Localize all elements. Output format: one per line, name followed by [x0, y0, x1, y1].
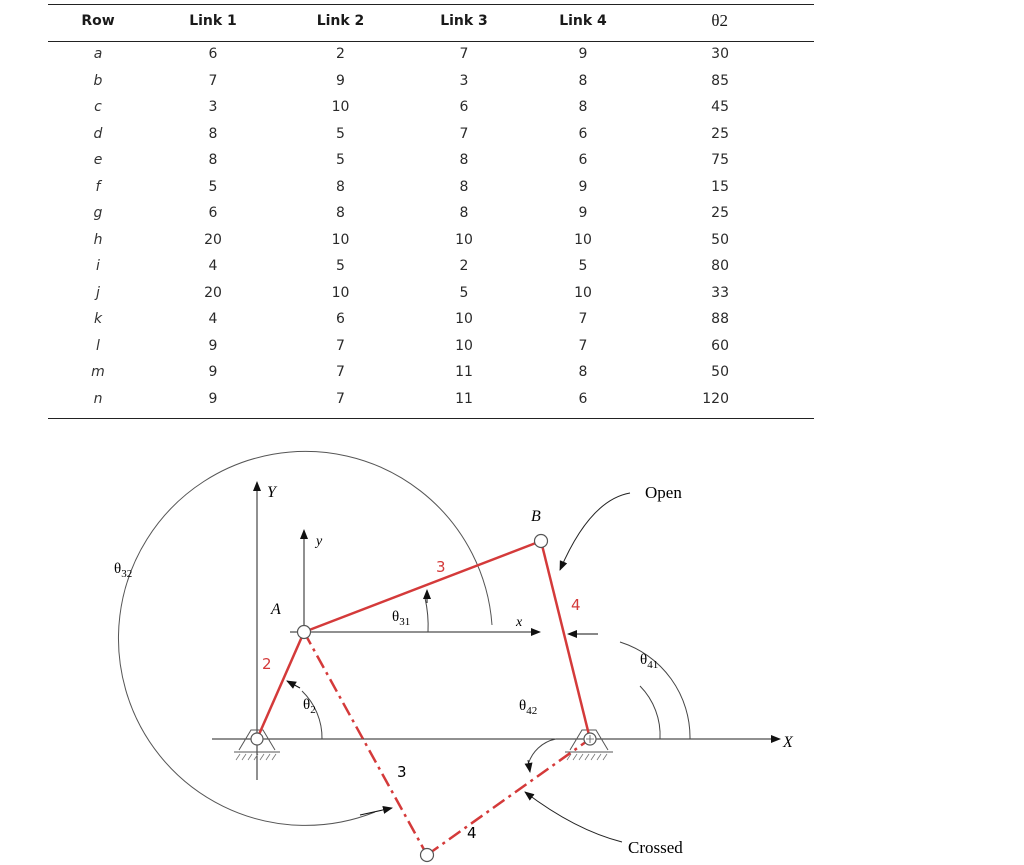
row-label-cell: f	[95, 178, 101, 195]
row-label-cell: k	[93, 311, 103, 328]
theta32-label: $\theta_{32}$	[114, 561, 133, 580]
theta2-cell: 15	[711, 178, 729, 195]
header-theta2: θ2	[711, 10, 728, 30]
link1-cell: 3	[208, 99, 218, 116]
link2-cell: 7	[336, 390, 345, 407]
table-row	[48, 147, 814, 174]
open-leader	[560, 493, 630, 570]
link2-label: 2	[262, 655, 272, 673]
crossed-leader	[525, 792, 622, 842]
link3-crossed-label: 3	[397, 763, 407, 781]
link1-cell: 8	[208, 152, 218, 169]
table-row	[48, 333, 814, 360]
header-link-3: Link 3	[440, 12, 488, 29]
joint-b-crossed	[421, 849, 434, 862]
theta2-cell: 120	[702, 390, 729, 407]
link1-cell: 8	[208, 125, 218, 142]
theta2-cell: 45	[711, 99, 729, 116]
point-a-label: A	[271, 601, 281, 618]
link4-cell: 6	[578, 152, 588, 169]
link3-cell: 10	[455, 231, 473, 248]
theta2-cell: 25	[711, 205, 729, 222]
link3-cell: 7	[459, 46, 469, 63]
link2-cell: 10	[331, 99, 350, 116]
link-4-open	[541, 541, 590, 739]
link3-cell: 3	[459, 72, 469, 89]
header-link-2: Link 2	[316, 12, 365, 29]
row-label-cell: l	[96, 337, 100, 354]
theta2-cell: 80	[711, 258, 729, 275]
fourbar-linkage-diagram	[0, 420, 1024, 865]
joint-b-open	[535, 535, 548, 548]
table-row	[48, 253, 814, 280]
theta2-cell: 50	[711, 231, 729, 248]
link4-cell: 9	[578, 46, 588, 63]
link2-cell: 8	[336, 178, 345, 195]
theta31-label: $\theta_{31}$	[392, 609, 411, 628]
link1-cell: 9	[208, 390, 218, 407]
link4-cell: 10	[574, 231, 592, 248]
link2-cell: 2	[336, 46, 345, 63]
link2-cell: 10	[331, 284, 350, 301]
row-label-cell: n	[93, 390, 103, 407]
theta31-arc	[425, 598, 428, 632]
local-x-label: x	[516, 615, 523, 630]
table-row	[48, 121, 814, 148]
theta2-cell: 25	[711, 125, 729, 142]
table-row	[48, 200, 814, 227]
link1-cell: 4	[208, 258, 218, 275]
link2-cell: 6	[336, 311, 345, 328]
link3-cell: 6	[459, 99, 469, 116]
header-link-4: Link 4	[559, 12, 607, 29]
header-link-1: Link 1	[189, 12, 237, 29]
link2-cell: 8	[336, 205, 345, 222]
link1-cell: 20	[204, 231, 222, 248]
header-row: Row	[81, 12, 115, 29]
link4-cell: 9	[578, 178, 588, 195]
link1-cell: 20	[204, 284, 222, 301]
table-row	[48, 306, 814, 333]
link4-crossed-label: 4	[467, 824, 477, 842]
link4-cell: 10	[574, 284, 592, 301]
global-y-label: Y	[267, 484, 276, 501]
table-row	[48, 227, 814, 254]
theta2-cell: 75	[711, 152, 729, 169]
link3-cell: 8	[459, 152, 469, 169]
row-label-cell: b	[93, 72, 103, 89]
link1-cell: 9	[208, 337, 218, 354]
link1-cell: 9	[208, 364, 218, 381]
link4-cell: 8	[578, 72, 588, 89]
theta2-arrow	[287, 681, 300, 688]
link2-cell: 10	[331, 231, 350, 248]
link4-cell: 8	[578, 364, 588, 381]
link3-open-label: 3	[436, 558, 446, 576]
link3-cell: 8	[459, 205, 469, 222]
link-2	[257, 632, 304, 739]
link4-cell: 7	[578, 337, 588, 354]
link1-cell: 7	[208, 72, 218, 89]
pivot-o2	[251, 733, 263, 745]
link3-cell: 11	[455, 390, 473, 407]
link-4-crossed	[427, 739, 590, 855]
row-label-cell: c	[94, 99, 102, 116]
row-label-cell: g	[93, 205, 103, 222]
theta42-label: $\theta_{42}$	[519, 698, 538, 717]
link3-cell: 10	[455, 337, 473, 354]
link1-cell: 6	[208, 46, 218, 63]
table-header-row	[48, 0, 814, 41]
theta32-arrow	[360, 808, 392, 815]
theta2-cell: 88	[711, 311, 729, 328]
theta2-cell: 60	[711, 337, 729, 354]
theta41-label: $\theta_{41}$	[640, 652, 659, 671]
link1-cell: 6	[208, 205, 218, 222]
link1-cell: 5	[208, 178, 218, 195]
row-label-cell: a	[93, 46, 103, 63]
theta2-cell: 30	[711, 46, 729, 63]
linkage-data-table	[48, 0, 814, 412]
point-b-label: B	[531, 508, 541, 525]
theta2-label: $\theta_2$	[303, 697, 316, 716]
table-row	[48, 280, 814, 307]
link2-cell: 7	[336, 337, 345, 354]
table-bottom-rule	[48, 418, 814, 419]
theta41-arc	[620, 642, 690, 739]
table-row	[48, 94, 814, 121]
table-row	[48, 41, 814, 68]
theta42-arc	[528, 739, 556, 765]
theta2-cell: 33	[711, 284, 729, 301]
link2-cell: 5	[336, 125, 345, 142]
table-row	[48, 174, 814, 201]
table-row	[48, 386, 814, 413]
local-y-label: y	[316, 534, 323, 549]
row-label-cell: d	[93, 125, 103, 142]
link3-cell: 7	[459, 125, 469, 142]
link3-cell: 10	[455, 311, 473, 328]
link4-cell: 7	[578, 311, 588, 328]
open-label: Open	[645, 483, 682, 502]
link4-cell: 8	[578, 99, 588, 116]
link4-open-label: 4	[571, 596, 581, 614]
link4-cell: 6	[578, 390, 588, 407]
theta41-arc-inner	[640, 686, 660, 739]
link2-cell: 7	[336, 364, 345, 381]
theta2-cell: 85	[711, 72, 729, 89]
link4-cell: 6	[578, 125, 588, 142]
link3-cell: 8	[459, 178, 469, 195]
joint-a	[298, 626, 311, 639]
link-3-crossed	[304, 632, 427, 855]
link3-cell: 5	[459, 284, 469, 301]
global-x-label: X	[783, 734, 793, 751]
row-label-cell: e	[93, 152, 103, 169]
link2-cell: 5	[336, 152, 345, 169]
table-row	[48, 68, 814, 95]
link2-cell: 9	[336, 72, 345, 89]
link2-cell: 5	[336, 258, 345, 275]
link3-cell: 11	[455, 364, 473, 381]
row-label-cell: h	[93, 231, 103, 248]
theta2-cell: 50	[711, 364, 729, 381]
link1-cell: 4	[208, 311, 218, 328]
crossed-label: Crossed	[628, 838, 683, 857]
row-label-cell: j	[96, 284, 100, 301]
link4-cell: 5	[578, 258, 588, 275]
row-label-cell: m	[91, 364, 105, 381]
table-row	[48, 359, 814, 386]
link-3-open	[304, 541, 541, 632]
link3-cell: 2	[459, 258, 469, 275]
link4-cell: 9	[578, 205, 588, 222]
row-label-cell: i	[96, 258, 100, 275]
